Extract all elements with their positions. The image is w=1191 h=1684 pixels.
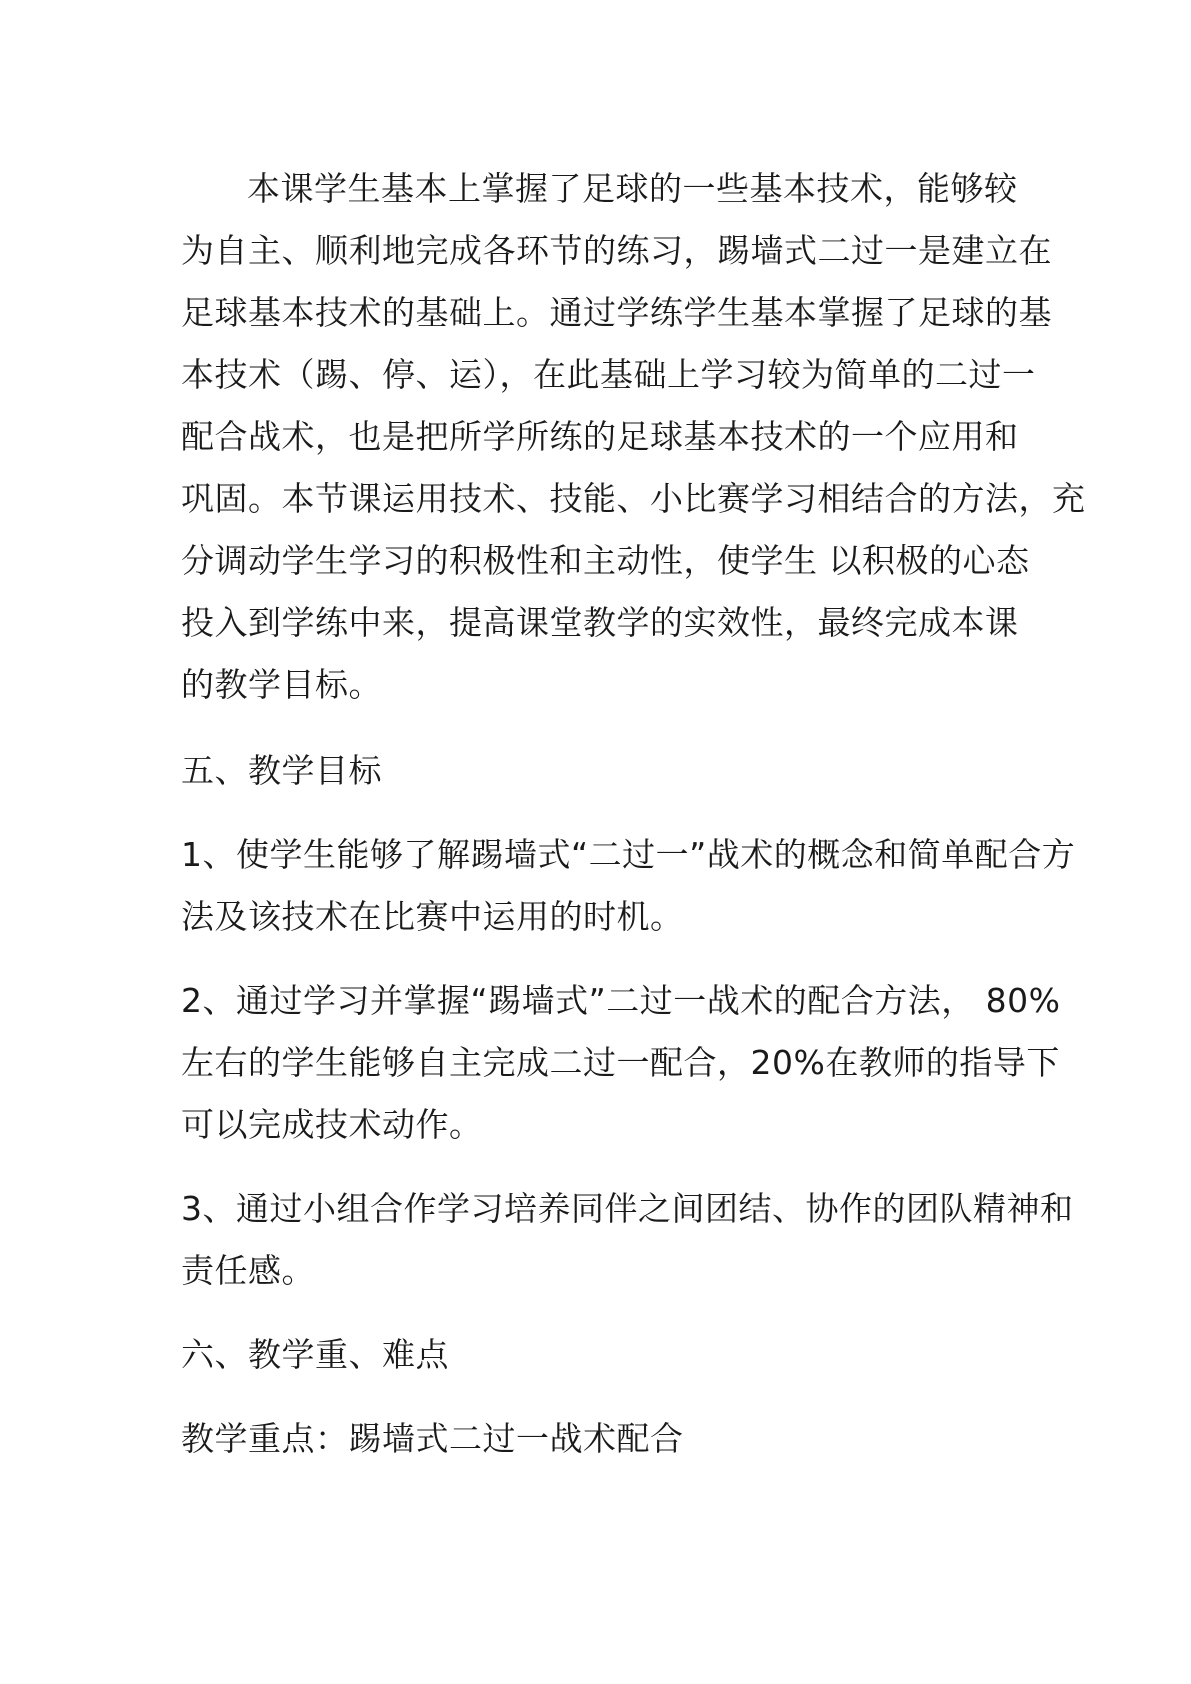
objective-item-1 (181, 824, 1076, 948)
objective-line: 责任感。 (181, 1251, 315, 1290)
objective-line: 1、使学生能够了解踢墙式“二过一”战术的概念和简单配合方 (181, 835, 1076, 874)
objective-item-3 (181, 1178, 1074, 1302)
objective-line: 左右的学生能够自主完成二过一配合，20%在教师的指导下 (181, 1043, 1060, 1082)
intro-line: 足球基本技术的基础上。通过学练学生基本掌握了足球的基 (181, 293, 1052, 332)
section-6-heading-text: 六、教学重、难点 (181, 1335, 449, 1374)
key-point (181, 1408, 1021, 1470)
objective-item-2 (181, 970, 1061, 1156)
intro-line: 配合战术，也是把所学所练的足球基本技术的一个应用和 (181, 417, 1019, 456)
intro-paragraph (181, 158, 1086, 716)
section-6-heading (181, 1324, 1021, 1386)
intro-line: 投入到学练中来，提高课堂教学的实效性，最终完成本课 (181, 603, 1019, 642)
intro-line: 的教学目标。 (181, 665, 382, 704)
objective-line: 可以完成技术动作。 (181, 1105, 483, 1144)
intro-line: 巩固。本节课运用技术、技能、小比赛学习相结合的方法，充 (181, 479, 1086, 518)
intro-line: 为自主、顺利地完成各环节的练习，踢墙式二过一是建立在 (181, 231, 1052, 270)
intro-line: 本课学生基本上掌握了足球的一些基本技术，能够较 (247, 169, 1018, 208)
objective-line: 2、通过学习并掌握“踢墙式”二过一战术的配合方法， 80% (181, 981, 1061, 1020)
section-5-heading (181, 740, 1021, 802)
key-point-text: 教学重点：踢墙式二过一战术配合 (181, 1419, 684, 1458)
intro-line: 分调动学生学习的积极性和主动性，使学生 以积极的心态 (181, 541, 1030, 580)
section-5-heading-text: 五、教学目标 (181, 751, 382, 790)
objective-line: 3、通过小组合作学习培养同伴之间团结、协作的团队精神和 (181, 1189, 1074, 1228)
objective-line: 法及该技术在比赛中运用的时机。 (181, 897, 684, 936)
document-page (181, 158, 1086, 1470)
intro-line: 本技术（踢、停、运），在此基础上学习较为简单的二过一 (181, 355, 1036, 394)
